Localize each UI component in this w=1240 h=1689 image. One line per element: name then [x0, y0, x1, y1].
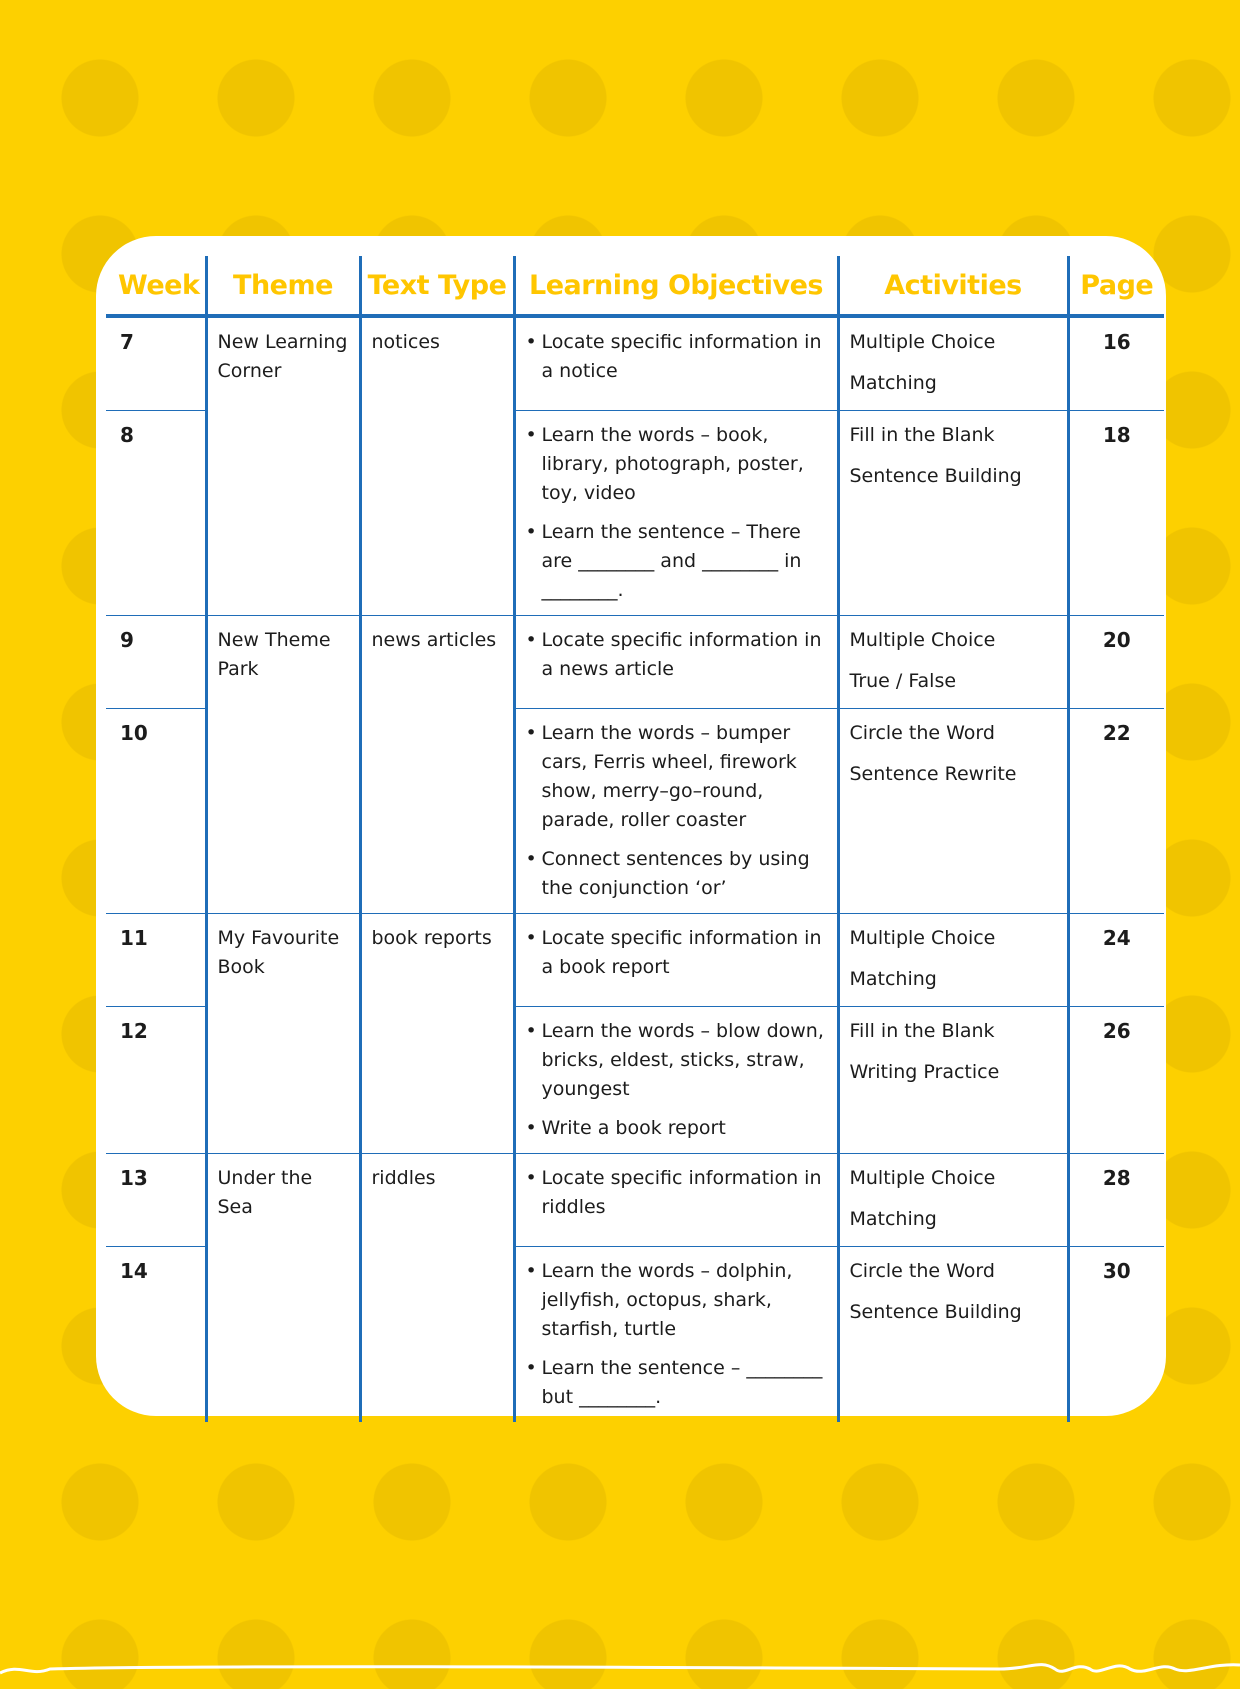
week-cell: 7 — [106, 316, 206, 411]
week-cell: 11 — [106, 914, 206, 1007]
table-row — [106, 1154, 1164, 1247]
objective-item: • Learn the words – blow down, bricks, eldest, sticks, straw, youngest — [526, 1017, 827, 1104]
activity-item: Multiple Choice — [849, 331, 996, 353]
activities-cell — [838, 914, 1068, 1007]
schedule-body — [106, 316, 1164, 1422]
objectives-list — [526, 626, 827, 684]
objectives-cell — [514, 1247, 838, 1423]
table-row — [106, 316, 1164, 411]
objectives-cell — [514, 316, 838, 411]
text-type-cell: news articles — [360, 616, 514, 914]
activities-cell — [838, 316, 1068, 411]
bottom-wave-decoration — [0, 1655, 1240, 1685]
activities-cell — [838, 411, 1068, 616]
page-number-cell: 16 — [1068, 316, 1164, 411]
objective-item: • Locate specific information in a notice — [526, 328, 827, 386]
activity-item: Matching — [849, 968, 937, 990]
activities-cell — [838, 1247, 1068, 1423]
objective-item: • Connect sentences by using the conjunction ‘or’ — [526, 845, 827, 903]
objectives-list — [526, 1017, 827, 1143]
activities-cell — [838, 709, 1068, 914]
objectives-list — [526, 1164, 827, 1222]
week-cell: 14 — [106, 1247, 206, 1423]
table-row — [106, 914, 1164, 1007]
activities-cell — [838, 1007, 1068, 1154]
header-text-type: Text Type — [360, 256, 514, 316]
objectives-cell — [514, 411, 838, 616]
objective-item: • Locate specific information in a book report — [526, 924, 827, 982]
page-number-cell: 18 — [1068, 411, 1164, 616]
header-theme: Theme — [206, 256, 360, 316]
header-week: Week — [106, 256, 206, 316]
week-cell: 9 — [106, 616, 206, 709]
header-page: Page — [1068, 256, 1164, 316]
activity-item: Fill in the Blank — [849, 1020, 995, 1042]
week-cell: 10 — [106, 709, 206, 914]
activities-cell — [838, 1154, 1068, 1247]
header-row — [106, 256, 1164, 316]
objective-item: • Learn the words – dolphin, jellyfish, octopus, shark, starfish, turtle — [526, 1257, 827, 1344]
objectives-list — [526, 421, 827, 605]
objectives-cell — [514, 709, 838, 914]
text-type-cell: notices — [360, 316, 514, 616]
text-type-cell: book reports — [360, 914, 514, 1154]
activity-item: Writing Practice — [849, 1061, 1000, 1083]
activity-item: Multiple Choice — [849, 1167, 996, 1189]
activity-item: Sentence Building — [849, 465, 1022, 487]
table-row — [106, 616, 1164, 709]
page-number-cell: 28 — [1068, 1154, 1164, 1247]
header-learning-objectives: Learning Objectives — [514, 256, 838, 316]
objectives-list — [526, 924, 827, 982]
week-cell: 13 — [106, 1154, 206, 1247]
activity-item: Sentence Building — [849, 1301, 1022, 1323]
page-number-cell: 30 — [1068, 1247, 1164, 1423]
objectives-cell — [514, 914, 838, 1007]
activity-item: Sentence Rewrite — [849, 763, 1017, 785]
objective-item: • Locate specific information in a news article — [526, 626, 827, 684]
page-number-cell: 22 — [1068, 709, 1164, 914]
theme-cell: New Theme Park — [206, 616, 360, 914]
theme-cell: Under the Sea — [206, 1154, 360, 1423]
objective-item: • Locate specific information in riddles — [526, 1164, 827, 1222]
activity-item: Fill in the Blank — [849, 424, 995, 446]
objectives-list — [526, 719, 827, 903]
header-activities: Activities — [838, 256, 1068, 316]
theme-cell: My Favourite Book — [206, 914, 360, 1154]
objective-item: • Learn the sentence – There are ________ and ________ in ________. — [526, 518, 827, 605]
week-cell: 12 — [106, 1007, 206, 1154]
page-number-cell: 24 — [1068, 914, 1164, 1007]
activity-item: Matching — [849, 1208, 937, 1230]
objectives-cell — [514, 1007, 838, 1154]
activity-item: Multiple Choice — [849, 927, 996, 949]
activity-item: Circle the Word — [849, 1260, 995, 1282]
page-number-cell: 20 — [1068, 616, 1164, 709]
text-type-cell: riddles — [360, 1154, 514, 1423]
activity-item: Multiple Choice — [849, 629, 996, 651]
theme-cell: New Learning Corner — [206, 316, 360, 616]
activities-cell — [838, 616, 1068, 709]
page-number-cell: 26 — [1068, 1007, 1164, 1154]
activity-item: Circle the Word — [849, 722, 995, 744]
activity-item: True / False — [849, 670, 957, 692]
objective-item: • Write a book report — [526, 1114, 827, 1143]
activity-item: Matching — [849, 372, 937, 394]
objectives-list — [526, 328, 827, 386]
objective-item: • Learn the words – bumper cars, Ferris wheel, firework show, merry–go–round, parade, roller coaster — [526, 719, 827, 835]
schedule-card — [96, 236, 1166, 1416]
objectives-cell — [514, 1154, 838, 1247]
objectives-cell — [514, 616, 838, 709]
objectives-list — [526, 1257, 827, 1412]
schedule-table — [106, 256, 1164, 1422]
week-cell: 8 — [106, 411, 206, 616]
objective-item: • Learn the sentence – ________ but ________. — [526, 1354, 827, 1412]
objective-item: • Learn the words – book, library, photograph, poster, toy, video — [526, 421, 827, 508]
